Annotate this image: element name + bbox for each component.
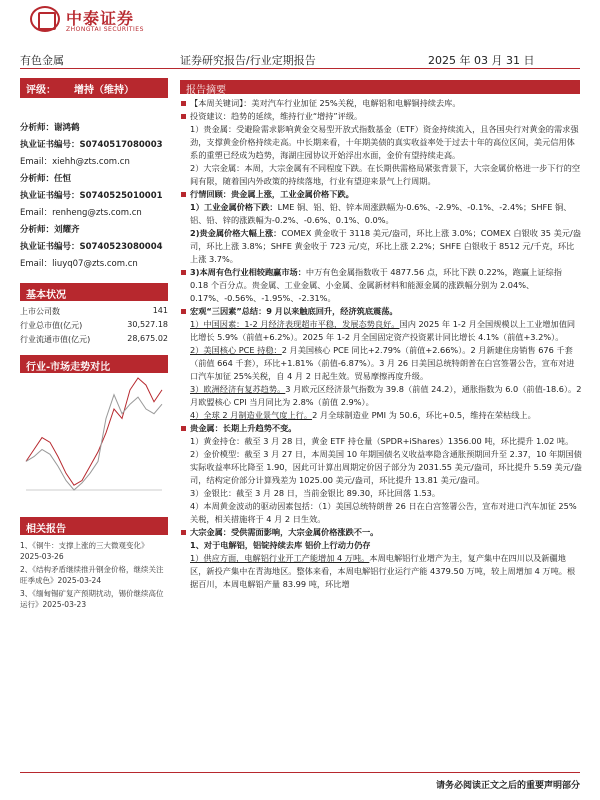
footer-divider [20,772,580,773]
para-europe: 3）欧洲经济有复苏趋势。3 月欧元区经济景气指数为 39.8（前值 24.2），通胀指数为 6.0（前值-18.6）。2 月欧盟核心 CPI 当月同比为 2.8%（前值 2.9%）。 [190,384,582,407]
para-gold-holding: 1）黄金持仓：截至 3 月 28 日，黄金 ETF 持仓量（SPDR+iShares）1356.00 吨，环比提升 1.02 吨。 [190,436,574,446]
para-bulk-metals: 大宗金属：受供需面影响，大宗金属价格涨跌不一。 [180,526,582,539]
para-sector: 3)本周有色行业相较跑赢市场：中万有色金属指数收于 4877.56 点，环比下跌 0.22%，跑赢上证综指 0.18 个百分点。贵金属、工业金属、小金属、金属新材料和能源金属的涨跌幅分别为 2.04%、0.17%、-0.56%、-1.95%、-2.31%。 [180,266,582,305]
para-aluminum-title: 1、对于电解铝，铝锭持续去库 铝价上行动力仍存 [190,540,371,550]
header-divider [20,68,580,69]
analyst-1-cert: 执业证书编号：S0740517080003 [20,140,163,150]
analyst-3-role: 分析师：刘耀齐 [20,225,80,235]
analyst-2-email[interactable]: Email：renheng@zts.com.cn [20,208,142,218]
para-global: 4）全球 2 月制造业景气度上行。2 月全球制造业 PMI 为 50.6，环比+0.5，维持在荣枯线上。 [190,410,536,420]
report-type: 证券研究报告/行业定期报告 [180,54,316,67]
rating-bar [20,78,168,98]
footer-disclaimer: 请务必阅读正文之后的重要声明部分 [435,781,580,791]
para-investment: 投资建议：趋势的延续，维持行业“增持”评级。 [180,110,582,123]
para-precious-trend: 贵金属：长期上升趋势不变。 [180,422,582,435]
basic-info-title: 基本状况 [20,283,168,301]
related-reports-title: 相关报告 [20,517,168,535]
para-macro: 宏观“三因素”总结：9 月以来触底回升，经济筑底震荡。 [180,305,582,318]
chart-series-line-2 [26,395,162,490]
para-gold-drivers: 4）本周黄金波动的驱动因素包括：（1）美国总统特朗普 26 日在白宫签署公告，宣布对进口汽车加征 25%关税，相关措施将于 4 月 2 日生效。 [190,501,577,524]
summary-title: 报告摘要 [180,80,580,94]
sector-label: 有色金属 [20,54,64,67]
para-us: 2）美国核心 PCE 持稳：2 月美国核心 PCE 同比+2.79%（前值+2.66%）。2 月新建住房销售 676 千套（前值 664 千套），环比+1.81%（前值-6.87%）。3 月 26 日美国总统特朗普在白宫签署公告，宣布对进口汽车加征 25%关税，自 4 月 2 日起生效。贸易摩擦再度升级。 [190,345,575,381]
para-market-review: 行情回顾：贵金属上涨，工业金属价格下跌。 [180,188,582,201]
analyst-2-cert: 执业证书编号：S0740525010001 [20,191,163,201]
analyst-1-role: 分析师：谢鸿鹤 [20,123,80,133]
para-industrial: 1）工业金属价格下跌：LME 铜、铝、铅、锌本周涨跌幅为-0.6%、-2.9%、-0.1%、-2.4%；SHFE 铜、铝、铅、锌的涨跌幅为-0.2%、-0.6%、0.1%、0.0%。 [190,202,572,225]
para-precious-price: 2)贵金属价格大幅上涨：COMEX 黄金收于 3118 美元/盎司，环比上涨 3.0%；COMEX 白银收 35 美元/盎司，环比上涨 3.8%；SHFE 黄金收于 723 元/克，环比上涨 2.2%；SHFE 白银收于 8512 元/千克，环比上涨 3.7%。 [190,228,581,264]
trend-chart [20,370,168,500]
analyst-2-role: 分析师：任恒 [20,174,72,184]
basic-row: 行业流通市值(亿元) 28,675.02 [20,334,168,344]
related-report-item[interactable]: 2、《结构矛盾继续推升钢金价格，继续关注旺季成色》2025-03-24 [20,565,164,585]
report-date: 2025 年 03 月 31 日 [428,54,535,67]
logo-name-en: ZHONGTAI SECURITIES [66,26,144,33]
chart-series-line-1 [26,378,162,485]
related-report-item[interactable]: 3、《缅甸锡矿复产预期扰动，锡价继续高位运行》2025-03-23 [20,589,164,609]
logo-name-cn: 中泰证券 [66,9,135,28]
summary-body [180,97,582,591]
para-aluminum-supply: 1）供应方面，电解铝行业开工产能增加 4 万吨。本周电解铝行业增产为主，复产集中在四川以及新疆地区，新投产集中在青海地区。整体来看，本周电解铝行业运行产能 4379.50 万吨，较上周增加 4 万吨。根据百川，本周电解铝产量 83.99 吨，环比增 [190,553,576,589]
para-precious: 1）贵金属：受避险需求影响黄金交易型开放式指数基金（ETF）资金持续流入，且各国央行对黄金的需求强劲，支撑黄金价格持续走高。中长期来看，十年期美债的真实收益率处于过去十年的高位区间，美元信用体系的重塑已经成为趋势，海湖庄园协议开始浮出水面，金价有望持续走高。 [190,124,579,160]
rating-label: 评级： [26,85,56,96]
para-bulk: 2）大宗金属：本周，大宗金属有不同程度下跌。在长期供需格局紧张背景下，大宗金属价格进一步下行的空间有限，随着国内外政策的持续落地，行业有望迎来景气上行周期。 [190,163,581,186]
rating-value: 增持（维持） [74,85,134,96]
para-keywords: 【本周关键词】：美对汽车行业加征 25%关税，电解铝和电解铜持续去库。 [180,97,582,110]
trend-title: 行业-市场走势对比 [20,355,168,373]
basic-row: 行业总市值(亿元) 30,527.18 [20,320,168,330]
para-china: 1）中国因素：1-2 月经济表现超市平稳，发展态势良好。国内 2025 年 1-2 月全国规模以上工业增加值同比增长 5.9%（前值+6.2%）。2025 年 1-2 月全国固定资产投资累计同比增长 4.1%（前值+3.2%）。 [190,319,576,342]
analyst-3-email[interactable]: Email：liuyq07@zts.com.cn [20,259,138,269]
analyst-3-cert: 执业证书编号：S0740523080004 [20,242,163,252]
para-gold-silver-ratio: 3）金银比：截至 3 月 28 日，当前金银比 89.30，环比回落 1.53。 [190,488,441,498]
analyst-1-email[interactable]: Email：xiehh@zts.com.cn [20,157,130,167]
trend-chart-svg [20,370,168,500]
para-gold-model: 2）金价模型：截至 3 月 27 日，本周美国 10 年期国债名义收益率隐含通胀预期回升至 2.37，10 年期国债实际收益率环比降至 1.90，因此可计算出周期定价因子部分为 2031.55 美元/盎司，环比提升 5.59 美元/盎司，结构定价部分计算残差为 1025.00 美元/盎司，环比提升 13.81 美元/盎司。 [190,449,582,485]
basic-row: 上市公司数 141 [20,306,168,316]
report-header [0,0,600,70]
company-logo-icon [30,6,60,32]
related-report-item[interactable]: 1、《铜牛：支撑上涨的三大微观变化》2025-03-26 [20,541,149,561]
